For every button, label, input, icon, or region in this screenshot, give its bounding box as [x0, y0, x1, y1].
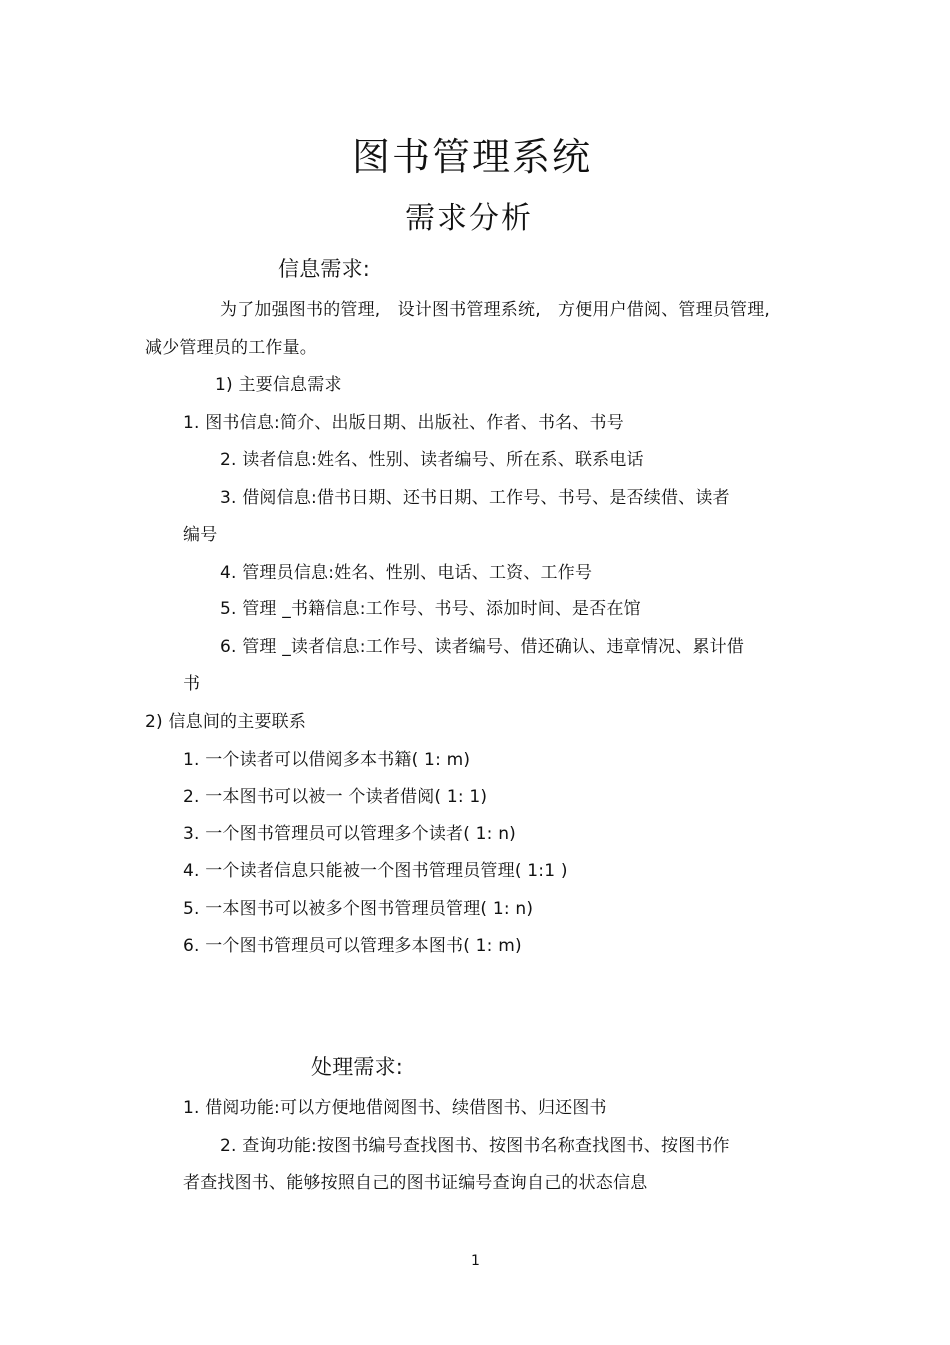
intro-line-2: 减少管理员的工作量。: [145, 338, 317, 358]
document-subtitle: 需求分析: [405, 201, 533, 236]
info-requirements-heading: 信息需求:: [278, 257, 371, 281]
info-item-reader: 2. 读者信息:姓名、性别、读者编号、所在系、联系电话: [220, 450, 644, 470]
relation-item: 4. 一个读者信息只能被一个图书管理员管理( 1:1 ): [183, 861, 568, 881]
info-item-admin: 4. 管理员信息:姓名、性别、电话、工资、工作号: [220, 563, 593, 583]
main-info-heading: 1) 主要信息需求: [215, 375, 342, 395]
info-item-admin-books: 5. 管理 _书籍信息:工作号、书号、添加时间、是否在馆: [220, 599, 641, 619]
relation-item: 6. 一个图书管理员可以管理多本图书( 1: m): [183, 936, 522, 956]
info-item-borrow-cont: 编号: [183, 525, 218, 545]
processing-item-query-cont: 者查找图书、能够按照自己的图书证编号查询自己的状态信息: [183, 1173, 648, 1193]
relation-item: 2. 一本图书可以被一 个读者借阅( 1: 1): [183, 787, 488, 807]
info-item-admin-readers-cont: 书: [183, 674, 201, 694]
relations-heading: 2) 信息间的主要联系: [145, 712, 307, 732]
page-number: 1: [471, 1253, 481, 1269]
processing-item-query: 2. 查询功能:按图书编号查找图书、按图书名称查找图书、按图书作: [220, 1136, 730, 1156]
relation-item: 3. 一个图书管理员可以管理多个读者( 1: n): [183, 824, 517, 844]
document-title: 图书管理系统: [352, 135, 593, 179]
info-item-book: 1. 图书信息:简介、出版日期、出版社、作者、书名、书号: [183, 413, 624, 433]
intro-line-1: 为了加强图书的管理, 设计图书管理系统, 方便用户借阅、管理员管理,: [220, 300, 771, 320]
processing-item-borrow: 1. 借阅功能:可以方便地借阅图书、续借图书、归还图书: [183, 1098, 607, 1118]
processing-requirements-heading: 处理需求:: [311, 1055, 404, 1079]
relation-item: 1. 一个读者可以借阅多本书籍( 1: m): [183, 750, 471, 770]
info-item-borrow: 3. 借阅信息:借书日期、还书日期、工作号、书号、是否续借、读者: [220, 488, 730, 508]
info-item-admin-readers: 6. 管理 _读者信息:工作号、读者编号、借还确认、违章情况、累计借: [220, 637, 745, 657]
relation-item: 5. 一本图书可以被多个图书管理员管理( 1: n): [183, 899, 534, 919]
